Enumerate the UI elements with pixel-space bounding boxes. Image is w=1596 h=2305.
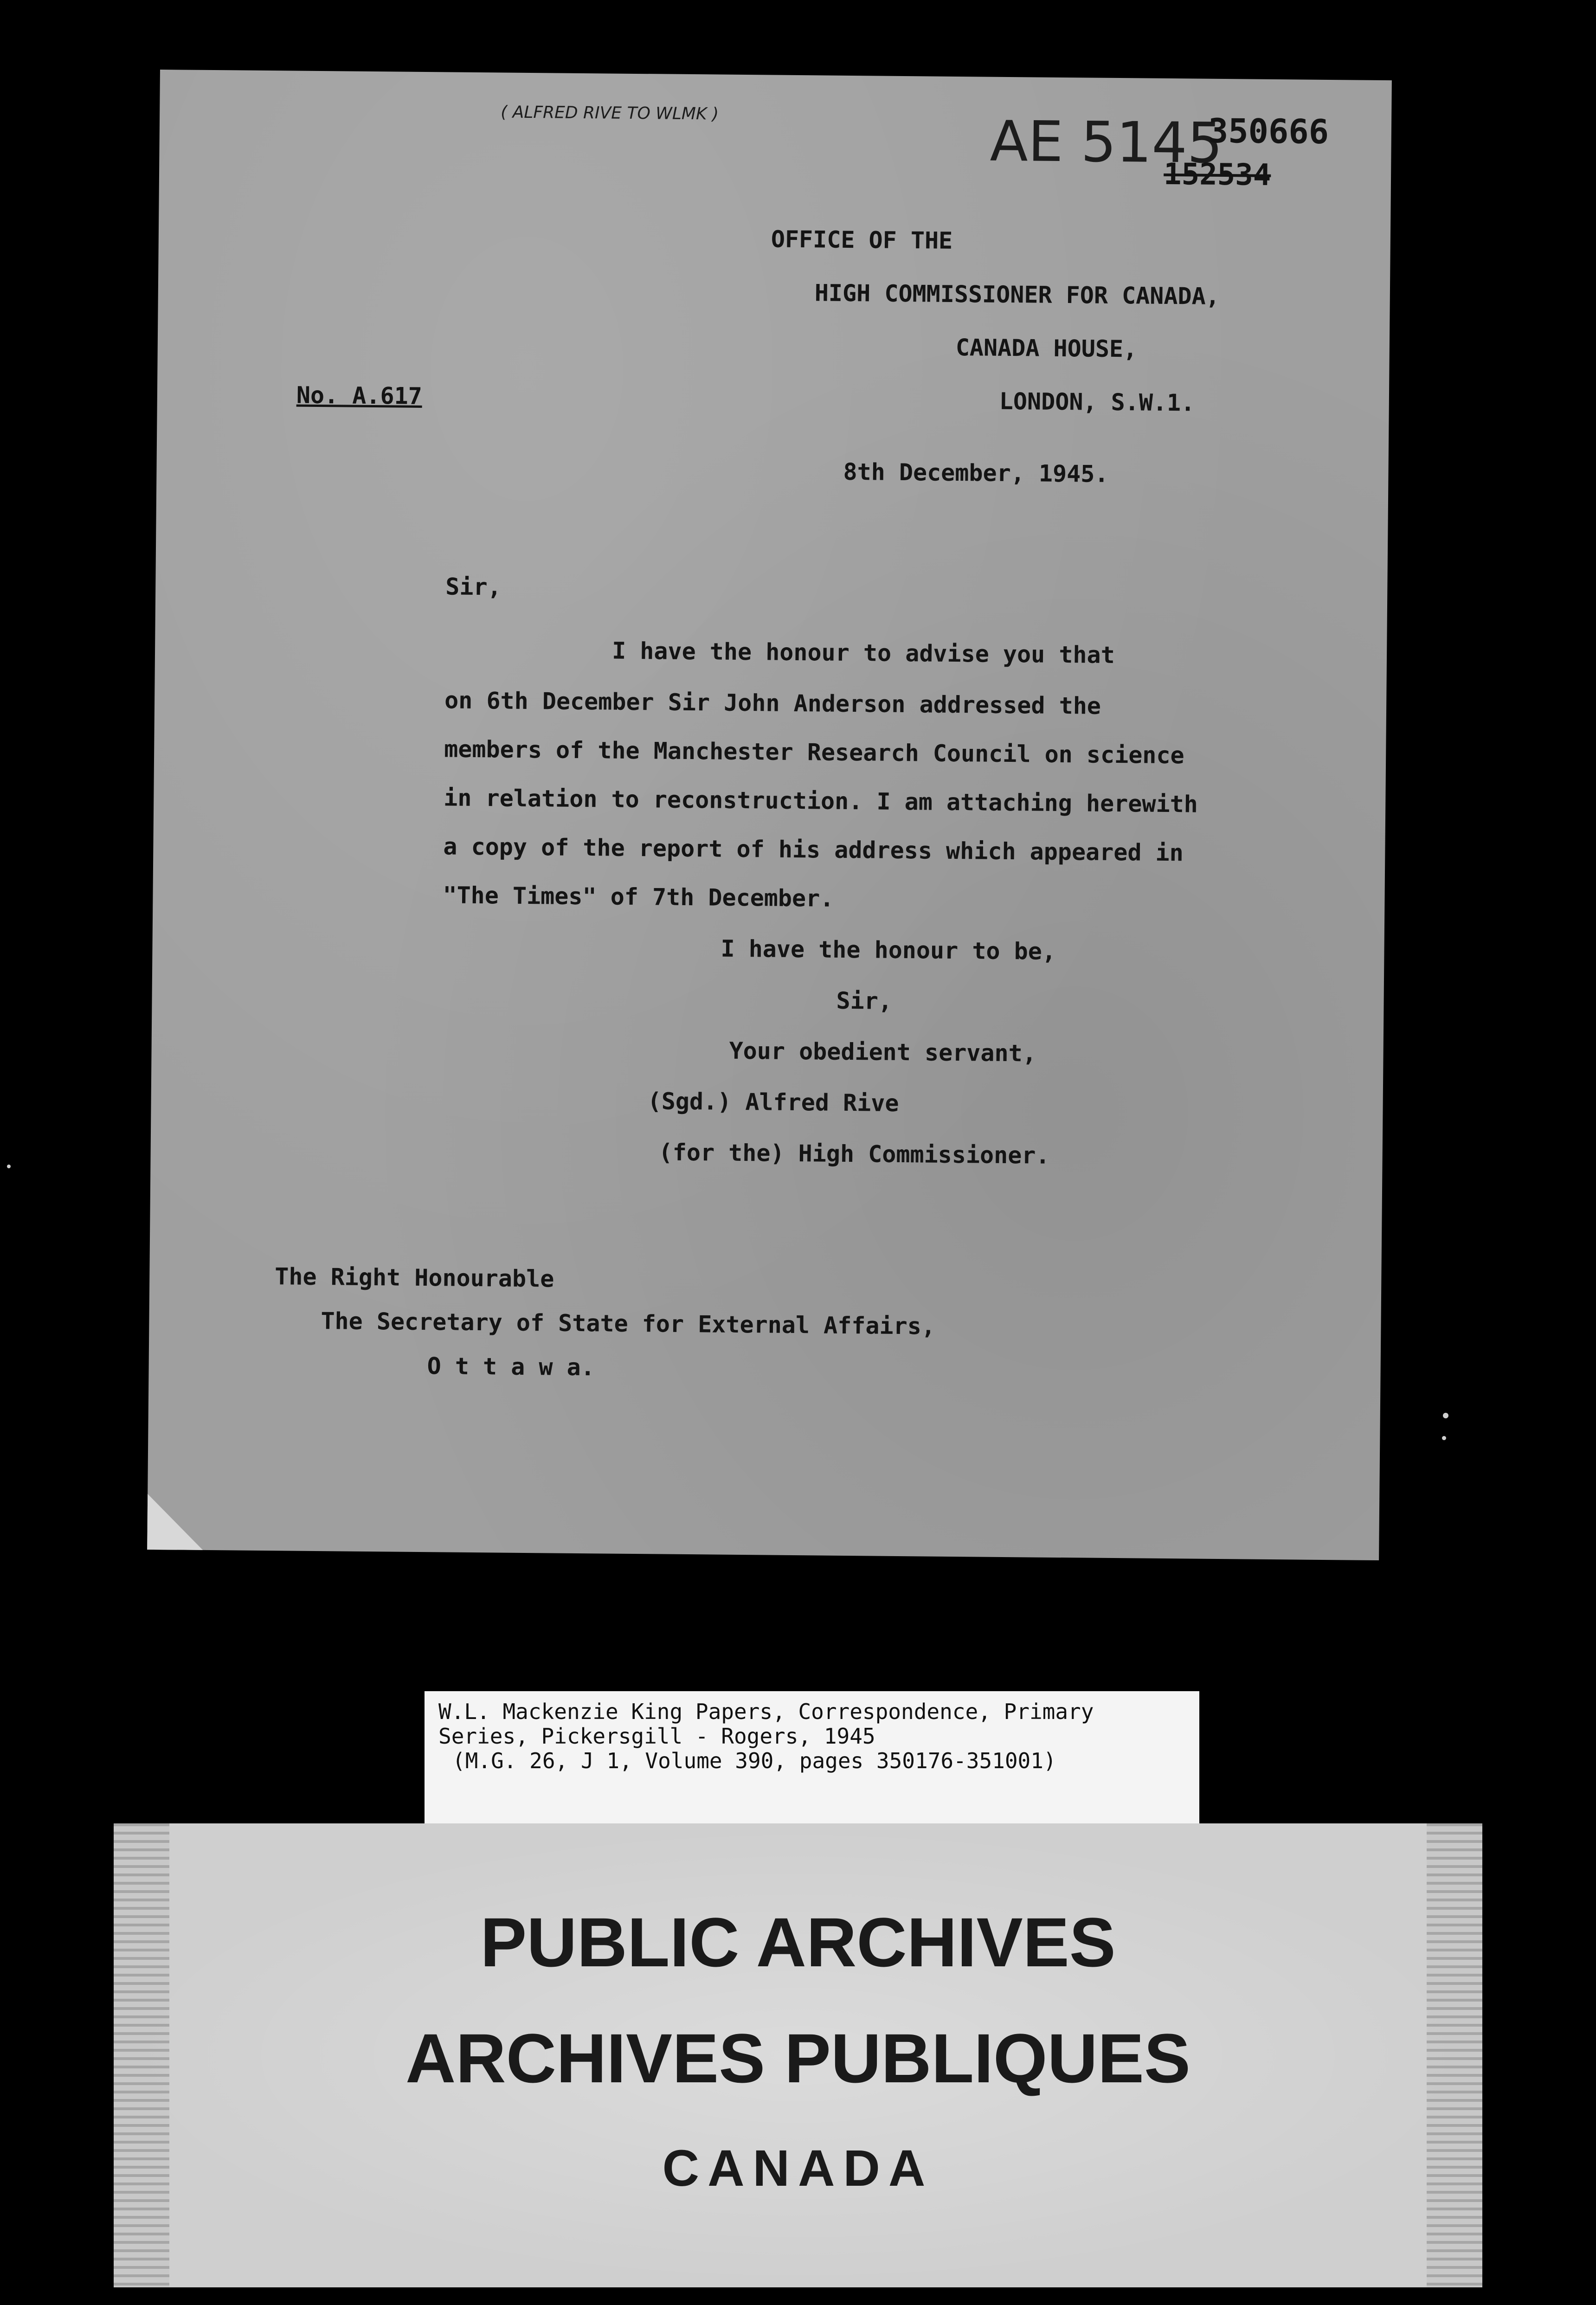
body-line: on 6th December Sir John Anderson addressed the bbox=[444, 687, 1101, 720]
citation-line: Series, Pickersgill - Rogers, 1945 bbox=[438, 1723, 875, 1749]
film-speck bbox=[1443, 1413, 1448, 1418]
closing-line: Your obedient servant, bbox=[729, 1037, 1037, 1067]
letter-date: 8th December, 1945. bbox=[843, 458, 1109, 488]
banner-line-french: ARCHIVES PUBLIQUES bbox=[405, 2019, 1191, 2097]
body-line: "The Times" of 7th December. bbox=[443, 882, 834, 912]
addressee-line: The Right Honourable bbox=[275, 1263, 554, 1293]
citation-line: (M.G. 26, J 1, Volume 390, pages 350176-351001) bbox=[452, 1748, 1056, 1773]
closing-line: I have the honour to be, bbox=[721, 935, 1056, 965]
handwritten-note: ( ALFRED RIVE TO WLMK ) bbox=[501, 103, 719, 124]
addressee-line: The Secretary of State for External Affairs, bbox=[321, 1307, 936, 1340]
office-line: CANADA HOUSE, bbox=[955, 334, 1138, 363]
addressee-line: O t t a w a. bbox=[427, 1352, 595, 1381]
folded-corner bbox=[147, 1494, 203, 1550]
body-line: in relation to reconstruction. I am attaching herewith bbox=[444, 784, 1198, 818]
banner-line-english: PUBLIC ARCHIVES bbox=[480, 1903, 1116, 1981]
film-speck bbox=[1442, 1436, 1446, 1440]
closing-line: Sir, bbox=[836, 987, 893, 1015]
office-line: LONDON, S.W.1. bbox=[999, 387, 1195, 417]
citation-line: W.L. Mackenzie King Papers, Correspondence, Primary bbox=[438, 1699, 1094, 1724]
file-number: 350666 bbox=[1208, 111, 1329, 151]
salutation: Sir, bbox=[445, 573, 502, 601]
struck-file-number: 152534 bbox=[1163, 157, 1271, 193]
citation-label bbox=[425, 1691, 1199, 1830]
archives-banner bbox=[114, 1823, 1482, 2287]
banner-line-country: CANADA bbox=[662, 2140, 934, 2197]
reference-number: No. A.617 bbox=[296, 381, 423, 410]
body-line: I have the honour to advise you that bbox=[611, 637, 1115, 669]
body-line: a copy of the report of his address which appeared in bbox=[443, 833, 1184, 867]
body-line: members of the Manchester Research Council on science bbox=[444, 735, 1184, 769]
handwritten-file-ref: AE 5145 bbox=[990, 109, 1223, 176]
signature-line: (Sgd.) Alfred Rive bbox=[647, 1088, 899, 1117]
office-line: HIGH COMMISSIONER FOR CANADA, bbox=[814, 279, 1220, 310]
office-line: OFFICE OF THE bbox=[771, 225, 953, 254]
film-speck bbox=[7, 1165, 11, 1168]
letter-page bbox=[147, 70, 1392, 1560]
closing-line: (for the) High Commissioner. bbox=[658, 1139, 1050, 1169]
